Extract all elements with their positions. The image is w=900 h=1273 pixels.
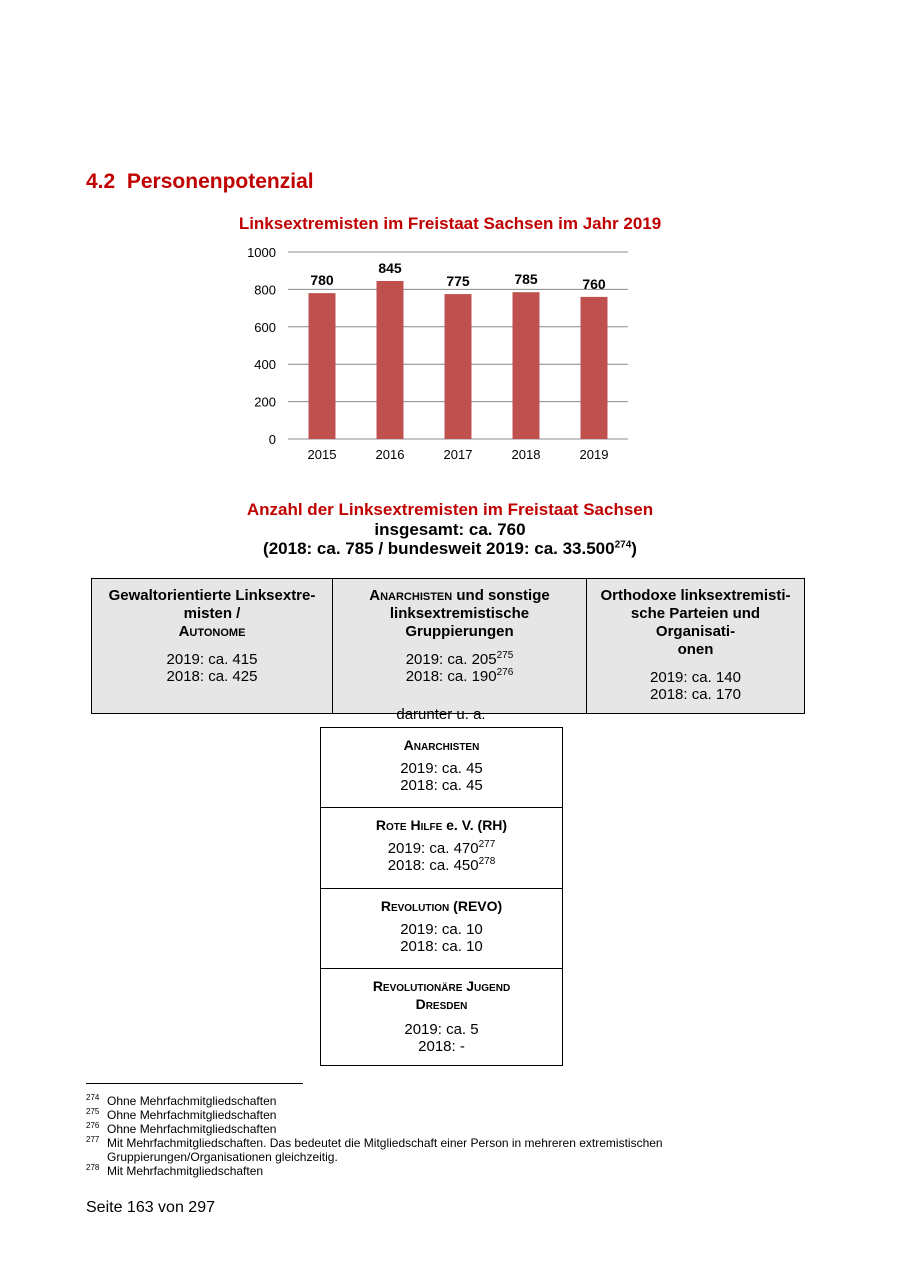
section-heading — [86, 170, 314, 194]
data-label: 760 — [582, 275, 606, 292]
footnote: 274 Ohne Mehrfachmitgliedschaften — [86, 1093, 277, 1108]
data-label: 780 — [310, 272, 334, 289]
category-values: 2019: ca. 140 2018: ca. 170 — [650, 669, 741, 703]
subgroup-rote-hilfe: Rote Hilfe e. V. (RH) 2019: ca. $470^{277}$ 2018: ca. $450^{278}$ — [321, 808, 563, 889]
subgroup-table — [320, 727, 563, 1066]
footnote-rule — [86, 1083, 303, 1084]
footnote-ref: 274 — [614, 539, 632, 551]
bar-chart — [230, 240, 650, 470]
y-tick-label: 200 — [254, 394, 276, 410]
category-values: 2019: ca. $205^{275}$ 2018: ca. $190^{276}$ — [405, 650, 514, 685]
category-cell-anarchists — [333, 579, 587, 714]
y-tick-label: 600 — [254, 319, 276, 335]
footnotes — [86, 1094, 826, 1178]
darunter-label: darunter u. a. — [396, 706, 486, 723]
subgroup-rjd: Revolutionäre Jugend Dresden 2019: ca. 5 2018: - — [321, 969, 563, 1066]
data-label: 775 — [446, 273, 470, 290]
x-tick-label: 2018 — [511, 447, 541, 462]
summary-title: Anzahl der Linksextremisten im Freistaat Sachsen — [246, 500, 654, 519]
y-tick-label: 400 — [254, 357, 276, 373]
subgroup-revo: Revolution (REVO) 2019: ca. 10 2018: ca. 10 — [321, 889, 563, 969]
footnote: 278 Mit Mehrfachmitgliedschaften — [86, 1163, 264, 1178]
footnote-ref: 278 — [478, 856, 496, 867]
footnote-ref: 275 — [496, 650, 514, 661]
footnote-ref: 276 — [496, 667, 514, 678]
summary-compare — [0, 539, 900, 559]
category-heading: Gewaltorientierte Linksextre- misten / Autonome — [108, 587, 316, 640]
bar-2019 — [581, 297, 608, 439]
y-tick-label: 800 — [254, 282, 276, 298]
subgroup-anarchisten: Anarchisten 2019: ca. 45 2018: ca. 45 — [321, 728, 563, 808]
footnote: 276 Ohne Mehrfachmitgliedschaften — [86, 1121, 277, 1136]
chart-title: Linksextremisten im Freistaat Sachsen im Jahr 2019 — [238, 214, 662, 233]
bar-2018 — [513, 292, 540, 439]
summary-compare-text: (2018: ca. 785 / bundesweit 2019: ca. 33.500 — [263, 539, 615, 558]
x-tick-label: 2019 — [579, 447, 609, 462]
category-values: 2019: ca. 415 2018: ca. 425 — [166, 651, 258, 685]
section-title: Personenpotenzial — [126, 170, 314, 193]
summary-compare-end: ) — [631, 539, 637, 558]
footnote-ref: 277 — [478, 839, 496, 850]
x-tick-label: 2017 — [443, 447, 473, 462]
x-tick-label: 2015 — [307, 447, 337, 462]
data-label: 845 — [378, 259, 402, 276]
y-tick-label: 1000 — [247, 245, 276, 260]
bar-2017 — [445, 294, 472, 439]
y-tick-label: 0 — [268, 432, 276, 447]
footnote: 275 Ohne Mehrfachmitgliedschaften — [86, 1107, 277, 1122]
footnote: 277 Mit Mehrfachmitgliedschaften. Das bedeutet die Mitgliedschaft einer Person in mehreren extremistischen Gruppierungen/Organisationen gleichzeitig. — [86, 1135, 663, 1164]
x-tick-label: 2016 — [375, 447, 405, 462]
bar-2015 — [309, 293, 336, 439]
data-label: 785 — [514, 271, 538, 288]
bar-2016 — [377, 281, 404, 439]
section-number: 4.2 — [86, 170, 116, 193]
category-heading: Orthodoxe linksextremisti- sche Parteien und Organisati- onen — [600, 587, 791, 658]
category-heading: Anarchisten und sonstige linksextremistische Gruppierungen — [369, 587, 550, 640]
category-cell-orthodox — [587, 579, 805, 714]
page-number: Seite 163 von 297 — [86, 1199, 215, 1216]
summary-total: insgesamt: ca. 760 — [374, 520, 526, 539]
category-table — [91, 578, 805, 714]
category-cell-violent — [92, 579, 333, 714]
